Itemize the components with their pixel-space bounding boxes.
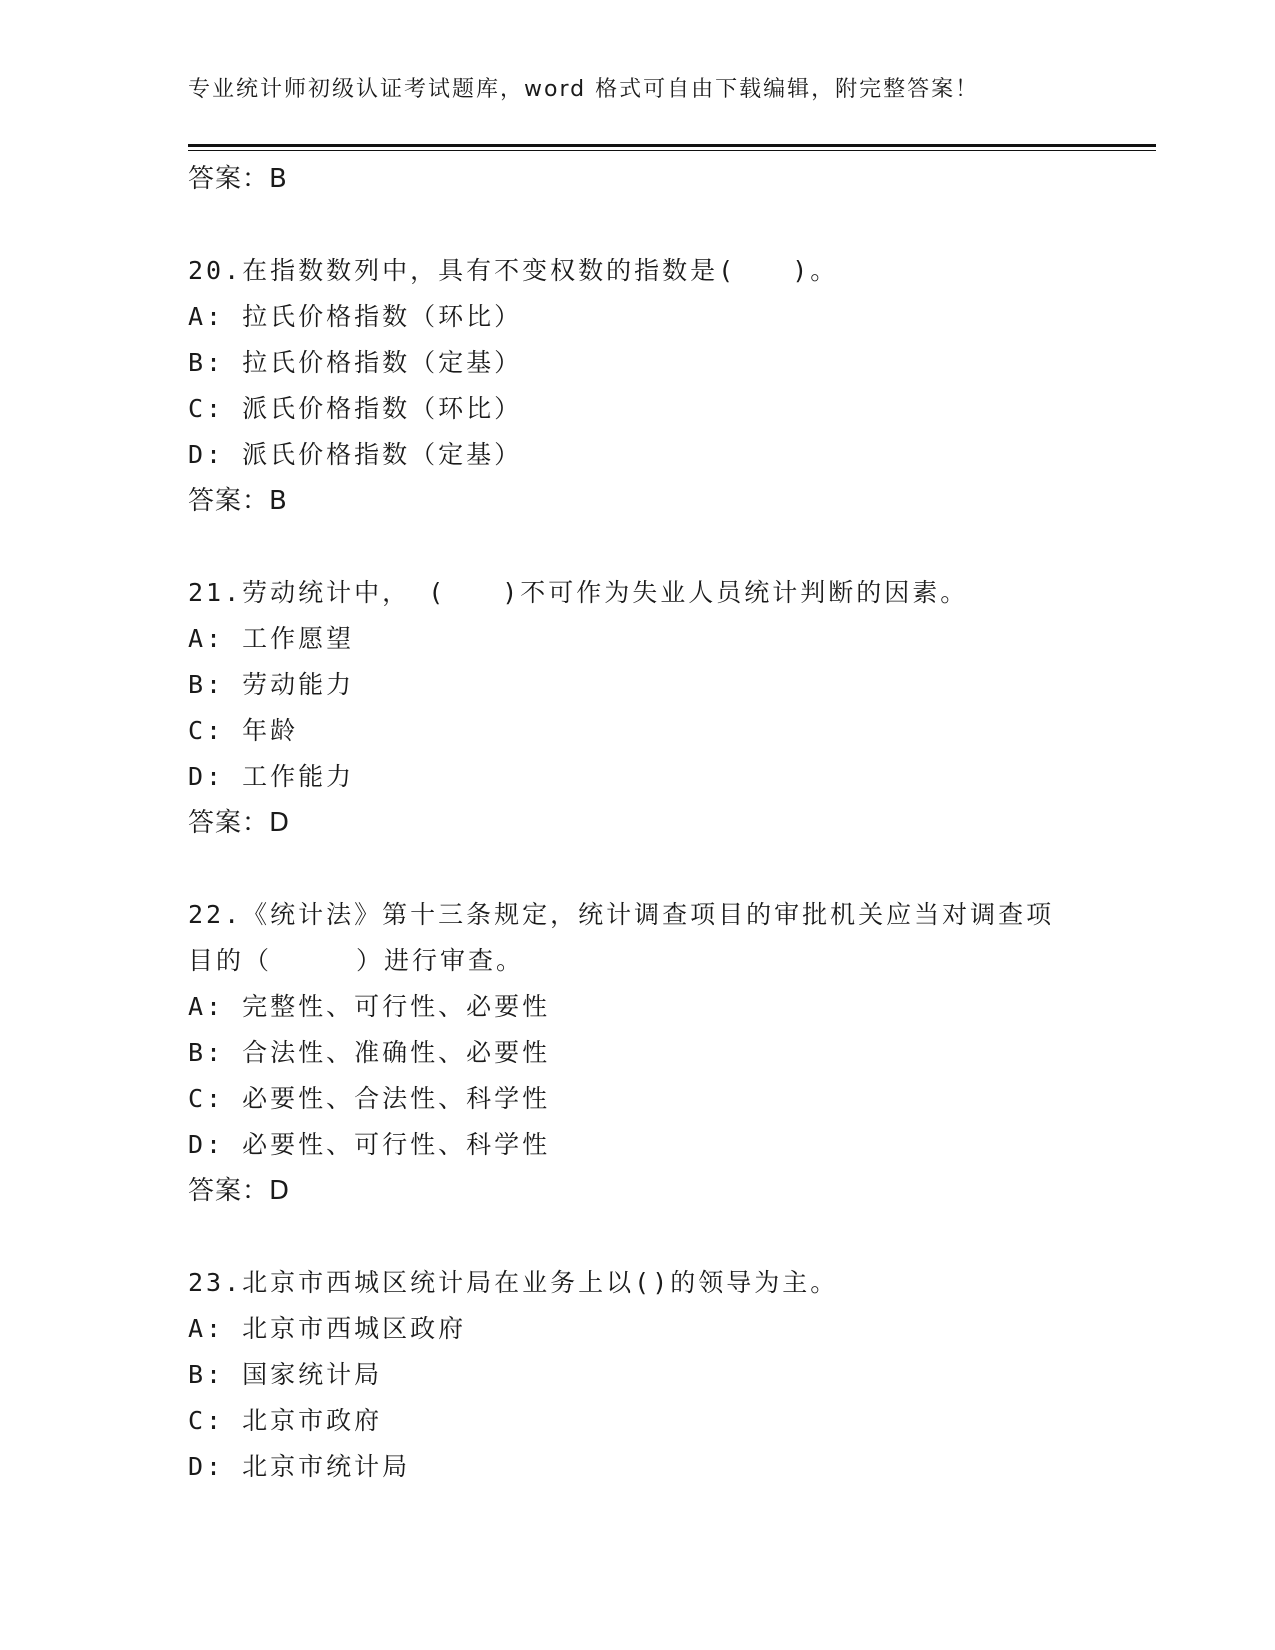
option-a: A: 完整性、可行性、必要性: [188, 992, 551, 1021]
question-list: [188, 156, 1156, 1490]
option-d: D: 工作能力: [188, 762, 355, 791]
option-a: A: 工作愿望: [188, 624, 355, 653]
option-b: B: 拉氏价格指数（定基）: [188, 348, 523, 377]
option-c: C: 北京市政府: [188, 1406, 383, 1435]
option-b: B: 国家统计局: [188, 1360, 383, 1389]
question-answer: 答案：B: [188, 486, 288, 516]
spacer: [188, 524, 1156, 570]
option-b: B: 劳动能力: [188, 670, 355, 699]
option-b: B: 合法性、准确性、必要性: [188, 1038, 551, 1067]
question-23: [188, 1260, 1156, 1490]
spacer: [188, 846, 1156, 892]
question-stem-continued: 目的（ ）进行审查。: [188, 946, 525, 975]
spacer: [188, 1214, 1156, 1260]
previous-answer: 答案：B: [188, 164, 288, 194]
question-22: [188, 892, 1156, 1214]
option-c: C: 年龄: [188, 716, 299, 745]
question-20: [188, 248, 1156, 524]
question-answer: 答案：D: [188, 808, 291, 838]
option-d: D: 北京市统计局: [188, 1452, 411, 1481]
question-stem: 21.劳动统计中， ( )不可作为失业人员统计判断的因素。: [188, 578, 969, 607]
option-c: C: 必要性、合法性、科学性: [188, 1084, 551, 1113]
option-d: D: 必要性、可行性、科学性: [188, 1130, 551, 1159]
header-rule-thick: [188, 144, 1156, 147]
question-answer: 答案：D: [188, 1176, 291, 1206]
question-stem: 23.北京市西城区统计局在业务上以()的领导为主。: [188, 1268, 839, 1297]
option-d: D: 派氏价格指数（定基）: [188, 440, 523, 469]
question-stem: 22.《统计法》第十三条规定，统计调查项目的审批机关应当对调查项: [188, 900, 1055, 929]
question-stem: 20.在指数数列中，具有不变权数的指数是( )。: [188, 256, 839, 285]
option-a: A: 北京市西城区政府: [188, 1314, 467, 1343]
spacer: [188, 202, 1156, 248]
question-21: [188, 570, 1156, 846]
page-header: 专业统计师初级认证考试题库，word 格式可自由下载编辑，附完整答案！: [188, 77, 980, 102]
option-c: C: 派氏价格指数（环比）: [188, 394, 523, 423]
header-rule-thin: [188, 150, 1156, 151]
option-a: A: 拉氏价格指数（环比）: [188, 302, 523, 331]
